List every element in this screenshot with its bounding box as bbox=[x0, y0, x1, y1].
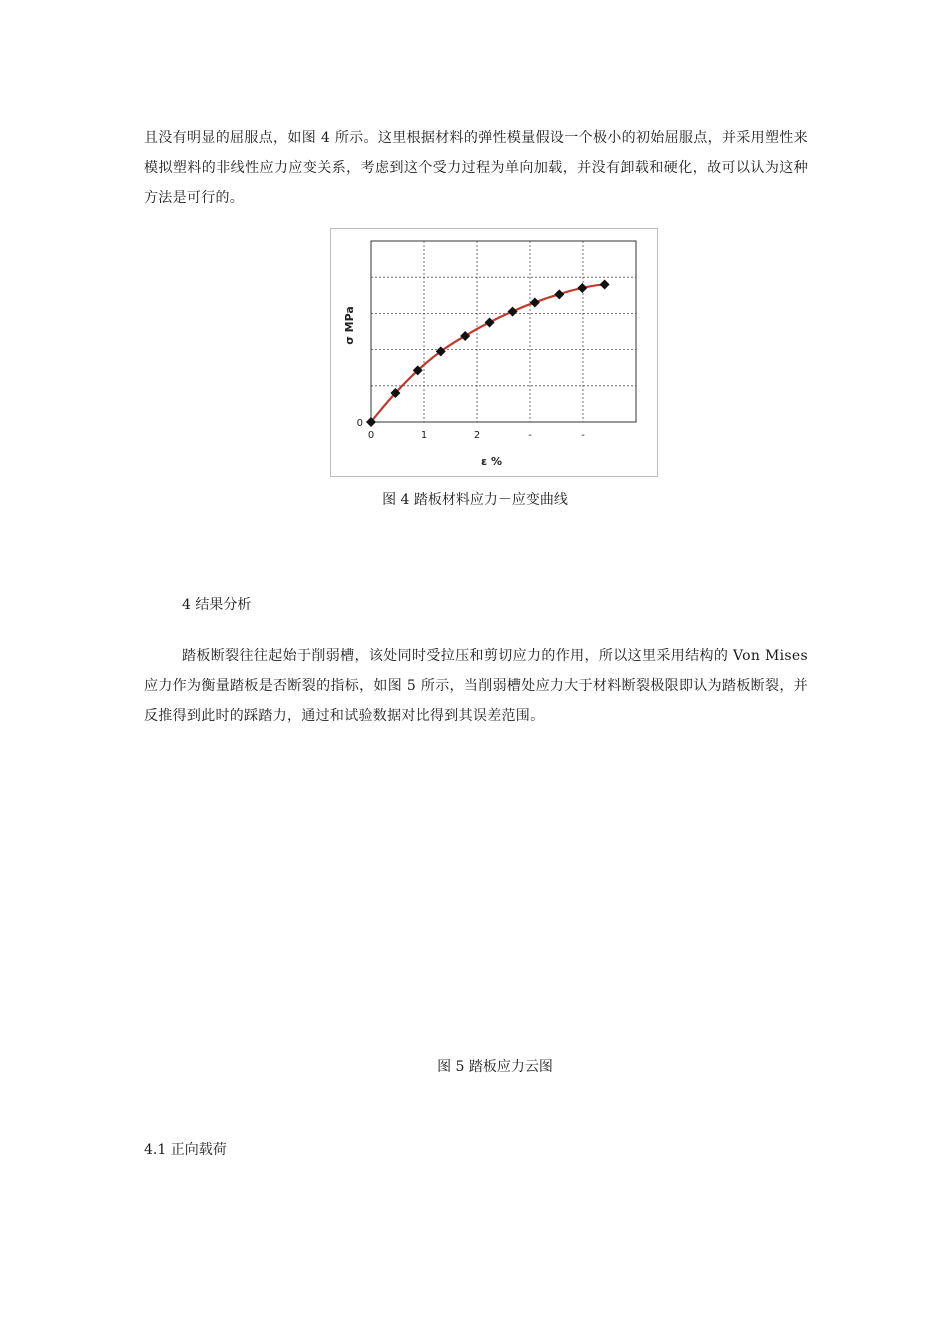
x-tick-label: - bbox=[581, 430, 585, 441]
paragraph-results-analysis: 踏板断裂往往起始于削弱槽，该处同时受拉压和剪切应力的作用，所以这里采用结构的 Von Mises 应力作为衡量踏板是否断裂的指标，如图 5 所示，当削弱槽处应力大于材料断裂极限即认为踏板断裂，并反推得到此时的踩踏力，通过和试验数据对比得到其误差范围。 bbox=[144, 648, 808, 724]
stress-strain-chart bbox=[331, 229, 657, 476]
data-point-marker bbox=[554, 289, 564, 299]
y-axis-label: σ MPa bbox=[343, 306, 356, 345]
data-point-marker bbox=[508, 307, 518, 317]
x-tick-label: - bbox=[528, 430, 532, 441]
figure-4-stress-strain-chart bbox=[330, 228, 658, 477]
data-point-marker bbox=[600, 279, 610, 289]
paragraph-material-model: 且没有明显的屈服点，如图 4 所示。这里根据材料的弹性模量假设一个极小的初始屈服点，并采用塑性来模拟塑料的非线性应力应变关系，考虑到这个受力过程为单向加载，并没有卸载和硬化，故可以认为这种方法是可行的。 bbox=[144, 130, 808, 206]
plot-frame bbox=[371, 241, 636, 422]
x-tick-label: 2 bbox=[473, 430, 481, 441]
section-4-1-heading: 4.1 正向载荷 bbox=[144, 1142, 227, 1158]
section-4-heading: 4 结果分析 bbox=[182, 597, 252, 613]
x-axis-label: ε % bbox=[481, 455, 502, 468]
figure-5-caption: 图 5 踏板应力云图 bbox=[437, 1059, 553, 1075]
x-tick-label: 1 bbox=[420, 430, 428, 441]
data-point-marker bbox=[460, 331, 470, 341]
figure-4-caption: 图 4 踏板材料应力－应变曲线 bbox=[382, 492, 568, 508]
data-point-marker bbox=[530, 298, 540, 308]
x-tick-label: 0 bbox=[367, 430, 375, 441]
data-point-marker bbox=[577, 283, 587, 293]
series-line bbox=[371, 284, 605, 422]
y-tick-label: 0 bbox=[356, 418, 363, 429]
data-point-marker bbox=[485, 317, 495, 327]
